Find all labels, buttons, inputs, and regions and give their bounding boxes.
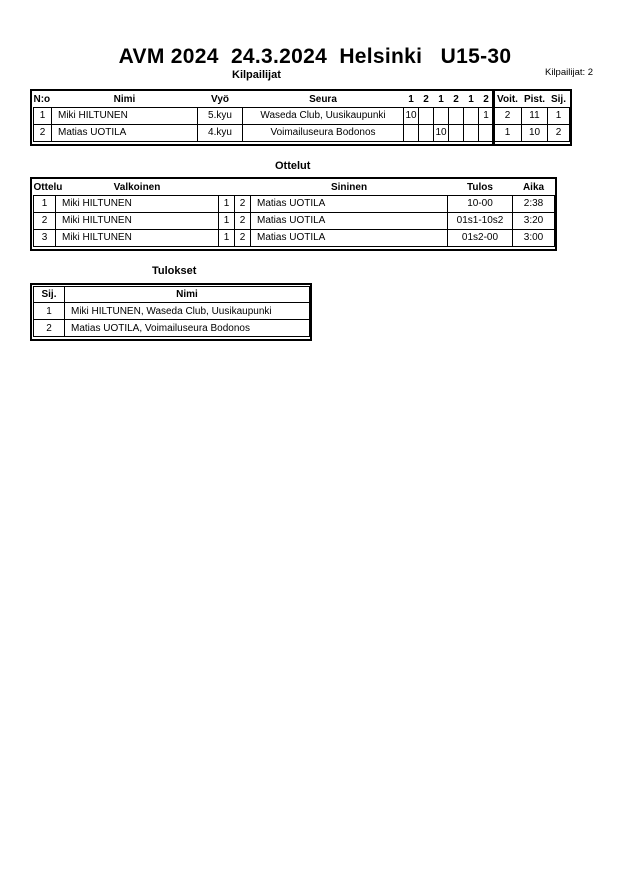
name-club-cell: Miki HILTUNEN, Waseda Club, Uusikaupunki <box>65 303 310 320</box>
match-no-header: Ottelu <box>33 181 63 193</box>
wins-cell: 1 <box>494 124 522 141</box>
place-cell: 2 <box>34 320 65 337</box>
blue-flag-header <box>235 180 251 195</box>
result-cell: 10-00 <box>448 195 513 212</box>
blue-header: Sininen <box>330 181 368 193</box>
white-number-cell: 1 <box>219 195 235 212</box>
table-row <box>34 212 555 229</box>
ottelut-section-title: Ottelut <box>275 160 311 172</box>
club-header: Seura <box>309 93 337 105</box>
time-cell: 3:00 <box>513 229 555 246</box>
table-row <box>34 320 310 337</box>
page-title: AVM 2024 24.3.2024 Helsinki U15-30 <box>118 45 512 68</box>
score-cell: 10 <box>404 107 419 124</box>
tulokset-section-title: Tulokset <box>152 265 197 277</box>
place-header: Sij. <box>550 93 566 105</box>
belt-cell: 5.kyu <box>198 107 243 124</box>
score-cell <box>464 107 479 124</box>
score-cell <box>434 107 449 124</box>
kilpailijat-table <box>30 89 572 146</box>
points-cell: 10 <box>522 124 548 141</box>
white-name-cell: Miki HILTUNEN <box>56 229 219 246</box>
header-row <box>34 92 570 107</box>
score-col-header: 2 <box>423 93 429 105</box>
blue-name-cell: Matias UOTILA <box>251 195 448 212</box>
club-cell: Waseda Club, Uusikaupunki <box>243 107 404 124</box>
score-cell: 1 <box>479 107 494 124</box>
white-name-cell: Miki HILTUNEN <box>56 212 219 229</box>
result-header: Tulos <box>467 181 493 193</box>
kilpailijat-section-title: Kilpailijat <box>232 69 281 81</box>
place-cell: 1 <box>548 107 570 124</box>
name-cell: Miki HILTUNEN <box>52 107 198 124</box>
place-cell: 1 <box>34 303 65 320</box>
wins-cell: 2 <box>494 107 522 124</box>
score-col-header: 1 <box>468 93 474 105</box>
score-col-header: 1 <box>438 93 444 105</box>
score-cell <box>419 107 434 124</box>
score-cell <box>419 124 434 141</box>
score-col-header: 1 <box>408 93 414 105</box>
header-row <box>34 287 310 303</box>
white-number-cell: 1 <box>219 229 235 246</box>
table-row <box>34 107 570 124</box>
place-cell: 2 <box>548 124 570 141</box>
white-name-cell: Miki HILTUNEN <box>56 195 219 212</box>
score-col-header: 2 <box>483 93 489 105</box>
score-col-header: 2 <box>453 93 459 105</box>
blue-number-cell: 2 <box>235 212 251 229</box>
blue-number-cell: 2 <box>235 195 251 212</box>
points-header: Pist. <box>523 93 546 105</box>
ottelut-table <box>30 177 557 251</box>
score-cell <box>464 124 479 141</box>
time-cell: 2:38 <box>513 195 555 212</box>
wins-header: Voit. <box>497 93 518 105</box>
blue-name-cell: Matias UOTILA <box>251 212 448 229</box>
table-row <box>34 229 555 246</box>
score-cell: 10 <box>434 124 449 141</box>
match-no-cell: 2 <box>34 212 56 229</box>
white-flag-header <box>219 180 235 195</box>
score-cell <box>404 124 419 141</box>
match-no-cell: 1 <box>34 195 56 212</box>
tulokset-table <box>30 283 312 341</box>
ottelut-table-grid <box>33 180 555 247</box>
result-cell: 01s2-00 <box>448 229 513 246</box>
belt-header: Vyö <box>211 93 229 105</box>
match-no-cell: 3 <box>34 229 56 246</box>
kilpailijat-table-grid <box>33 92 570 142</box>
competitor-count-label: Kilpailijat: 2 <box>545 67 594 78</box>
table-row <box>34 303 310 320</box>
tulokset-table-grid <box>33 286 310 337</box>
name-header: Nimi <box>113 93 136 105</box>
name-cell: Matias UOTILA <box>52 124 198 141</box>
white-header: Valkoinen <box>113 181 161 193</box>
header-row <box>34 180 555 195</box>
belt-cell: 4.kyu <box>198 124 243 141</box>
time-cell: 3:20 <box>513 212 555 229</box>
no-cell: 2 <box>34 124 52 141</box>
place-header: Sij. <box>34 287 65 303</box>
table-row <box>34 195 555 212</box>
score-cell <box>449 107 464 124</box>
table-row <box>34 124 570 141</box>
score-cell <box>449 124 464 141</box>
time-header: Aika <box>522 181 545 193</box>
no-cell: 1 <box>34 107 52 124</box>
club-cell: Voimailuseura Bodonos <box>243 124 404 141</box>
no-header: N:o <box>33 93 51 105</box>
blue-name-cell: Matias UOTILA <box>251 229 448 246</box>
white-number-cell: 1 <box>219 212 235 229</box>
name-club-cell: Matias UOTILA, Voimailuseura Bodonos <box>65 320 310 337</box>
name-header: Nimi <box>65 287 310 303</box>
result-cell: 01s1-10s2 <box>448 212 513 229</box>
score-summary-divider <box>492 91 495 144</box>
points-cell: 11 <box>522 107 548 124</box>
blue-number-cell: 2 <box>235 229 251 246</box>
